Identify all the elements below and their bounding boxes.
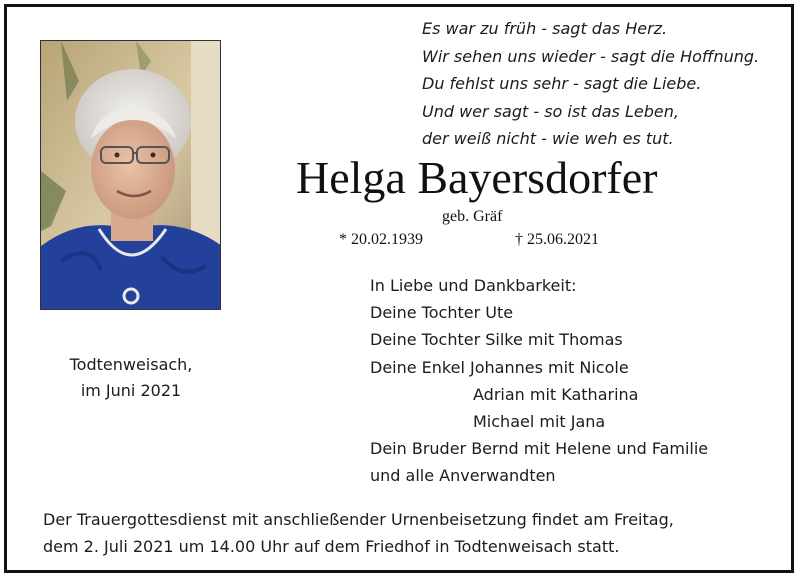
mourner-entry: Deine Tochter Silke mit Thomas [370,330,623,350]
date: im Juni 2021 [80,381,182,400]
maiden-name: geb. Gräf [442,208,503,225]
mourner-entry: Deine Enkel Johannes mit Nicole [370,357,629,377]
mourners-list [370,272,708,490]
portrait-photo [40,40,221,310]
mourner-entry: Michael mit Jana [473,412,606,432]
funeral-service-notice [43,506,674,560]
death-date: † 25.06.2021 [515,231,599,248]
mourner-entry: Dein Bruder Bernd mit Helene und Familie [370,439,709,459]
poem-line: Und wer sagt - so ist das Leben, [422,101,679,121]
mourner-entry: und alle Anverwandten [370,466,556,486]
birth-date: * 20.02.1939 [339,231,423,248]
poem-line: Es war zu früh - sagt das Herz. [422,19,668,38]
service-line: Der Trauergottesdienst mit anschließender Urnenbeisetzung findet am Freitag, [43,510,674,529]
poem-line: Wir sehen uns wieder - sagt die Hoffnung. [422,46,760,66]
mourner-entry: Adrian mit Katharina [473,384,639,404]
place-and-date [40,352,222,404]
poem-line: Du fehlst uns sehr - sagt die Liebe. [422,74,702,93]
mourners-heading: In Liebe und Dankbarkeit: [370,276,577,295]
service-line: dem 2. Juli 2021 um 14.00 Uhr auf dem Friedhof in Todtenweisach statt. [43,537,620,556]
mourner-entry: Deine Tochter Ute [370,303,514,323]
poem-line: der weiß nicht - wie weh es tut. [422,129,674,148]
place: Todtenweisach, [69,355,193,374]
deceased-name: Helga Bayersdorfer [296,152,658,203]
poem [422,15,759,153]
